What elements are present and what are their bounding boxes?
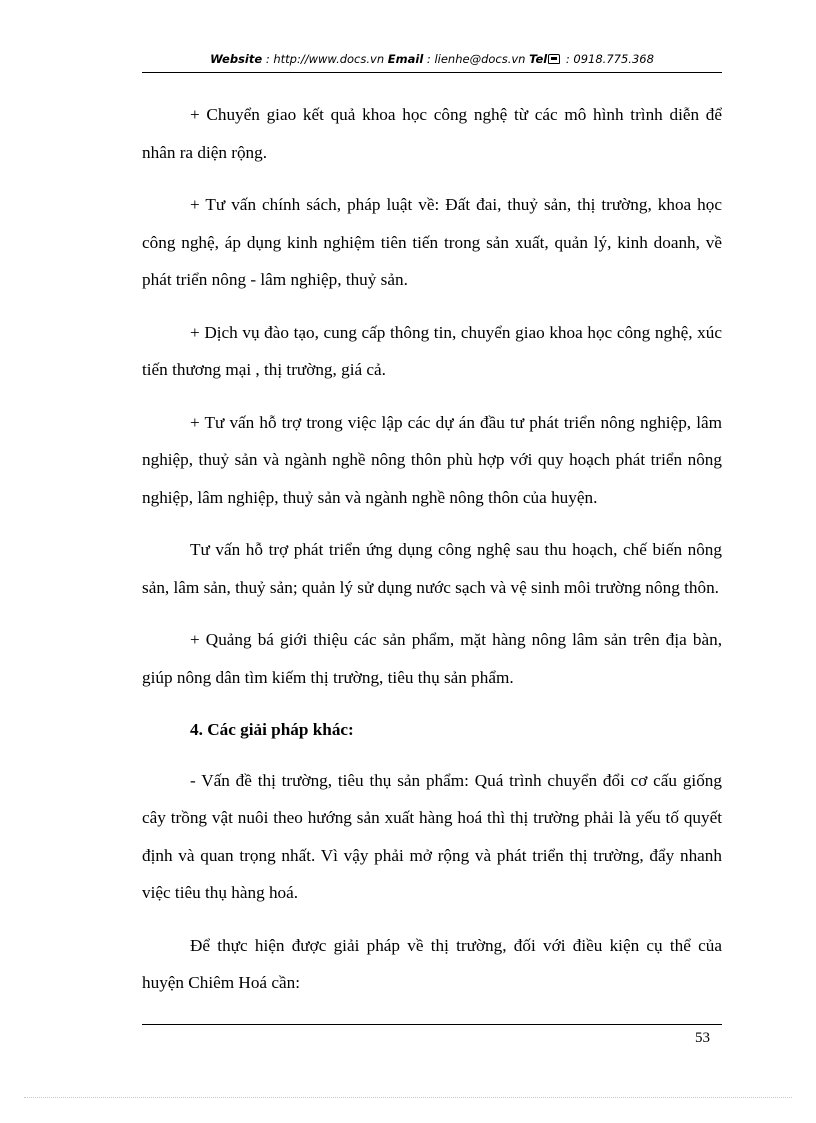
paragraph-3: + Dịch vụ đào tạo, cung cấp thông tin, chuyển giao khoa học công nghệ, xúc tiến thương mại , thị trường, giá cả. [142,322,722,379]
website-label: Website [210,52,263,66]
paragraph-8: Để thực hiện được giải pháp về thị trường, đối với điều kiện cụ thể của huyện Chiêm Hoá cần: [142,935,722,992]
header-rule [142,72,722,73]
paragraph-5: Tư vấn hỗ trợ phát triển ứng dụng công nghệ sau thu hoạch, chế biến nông sản, lâm sản, thuỷ sản; quản lý sử dụng nước sạch và vệ sinh môi trường nông thôn. [142,540,722,597]
paragraph-4: + Tư vấn hỗ trợ trong việc lập các dự án đầu tư phát triển nông nghiệp, lâm nghiệp, thuỷ sản và ngành nghề nông thôn phù hợp với quy hoạch phát triển nông nghiệp, lâm nghiệp, thuỷ sản và ngành nghề nông thôn của huyện. [142,412,722,507]
paragraph-7: - Vấn đề thị trường, tiêu thụ sản phẩm: Quá trình chuyển đổi cơ cấu giống cây trồng vật nuôi theo hướng sản xuất hàng hoá thì thị trường phải là yếu tố quyết định và quan trọng nhất. Vì vậy phải mở rộng và phát triển thị trường, đẩy nhanh việc tiêu thụ hàng hoá. [142,770,722,902]
page-body [142,96,722,1017]
website-value: : http://www.docs.vn [262,52,388,66]
page-bottom-border [24,1097,792,1098]
paragraph-2: + Tư vấn chính sách, pháp luật về: Đất đai, thuỷ sản, thị trường, khoa học công nghệ, áp dụng kinh nghiệm tiên tiến trong sản xuất, quản lý, kinh doanh, về phát triển nông - lâm nghiệp, thuỷ sản. [142,195,722,289]
email-label: Email [387,52,424,66]
paragraph-6: + Quảng bá giới thiệu các sản phẩm, mặt hàng nông lâm sản trên địa bàn, giúp nông dân tìm kiếm thị trường, tiêu thụ sản phẩm. [142,630,722,687]
email-value: : lienhe@docs.vn [423,52,530,66]
tel-value: : 0918.775.368 [562,52,654,66]
section-heading: 4. Các giải pháp khác: [190,720,354,739]
tel-label: Tel [529,52,548,66]
page-header [142,48,722,70]
paragraph-1: + Chuyển giao kết quả khoa học công nghệ từ các mô hình trình diễn để nhân ra diện rộng. [142,105,722,162]
page-number: 53 [695,1030,710,1046]
telephone-icon [548,54,560,64]
footer-rule [142,1024,722,1025]
